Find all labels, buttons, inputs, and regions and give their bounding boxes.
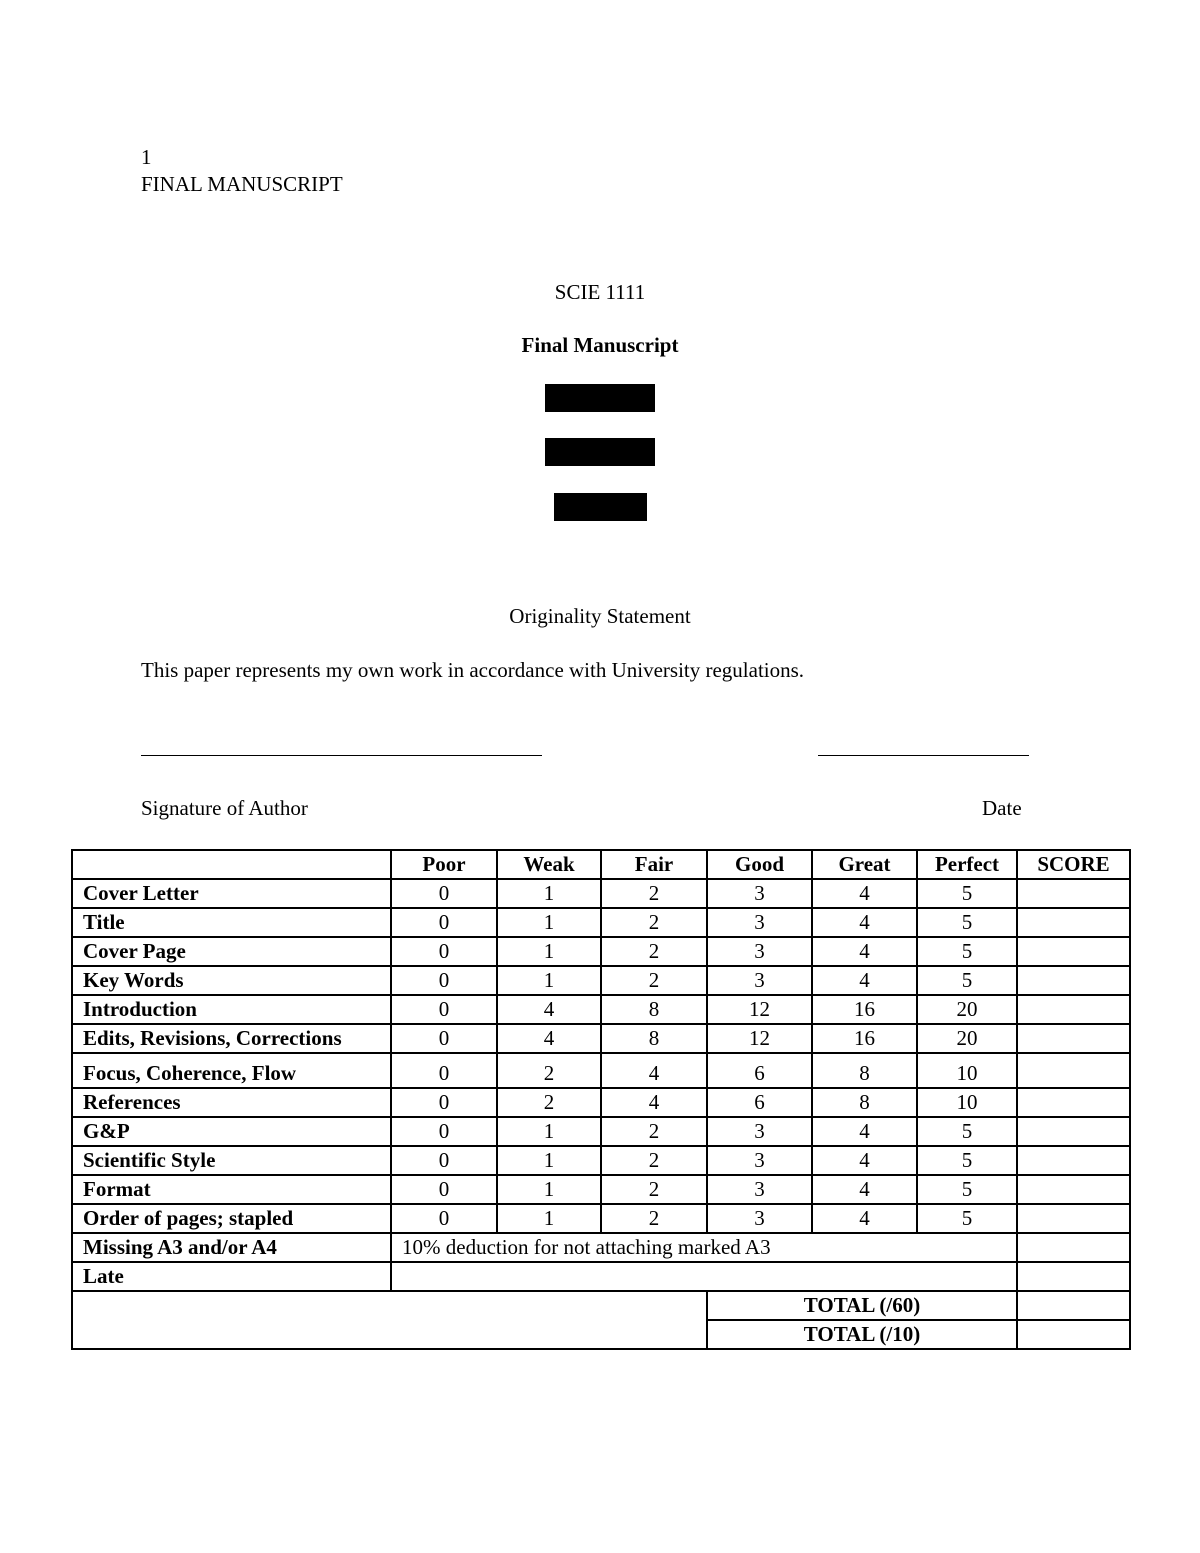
total-60-label: TOTAL (/60) — [707, 1291, 1017, 1320]
total-10-score-cell[interactable] — [1017, 1320, 1130, 1349]
point-value: 3 — [707, 879, 812, 908]
score-cell[interactable] — [1017, 937, 1130, 966]
point-value: 12 — [707, 995, 812, 1024]
criterion-label: Format — [72, 1175, 391, 1204]
point-value: 4 — [497, 1024, 601, 1053]
missing-score-cell[interactable] — [1017, 1233, 1130, 1262]
point-value: 8 — [601, 1024, 707, 1053]
point-value: 0 — [391, 966, 497, 995]
date-label: Date — [982, 796, 1022, 820]
criterion-label: Edits, Revisions, Corrections — [72, 1024, 391, 1053]
point-value: 5 — [917, 1146, 1017, 1175]
rubric-row — [72, 1175, 1130, 1204]
point-value: 12 — [707, 1024, 812, 1053]
point-value: 1 — [497, 966, 601, 995]
total-60-score-cell[interactable] — [1017, 1291, 1130, 1320]
point-value: 2 — [497, 1088, 601, 1117]
point-value: 2 — [601, 1175, 707, 1204]
column-header-fair: Fair — [601, 850, 707, 879]
point-value: 2 — [601, 966, 707, 995]
point-value: 5 — [917, 1175, 1017, 1204]
rubric-row — [72, 966, 1130, 995]
point-value: 0 — [391, 1088, 497, 1117]
criterion-label: G&P — [72, 1117, 391, 1146]
rubric-row — [72, 995, 1130, 1024]
late-label: Late — [72, 1262, 391, 1291]
point-value: 0 — [391, 908, 497, 937]
score-cell[interactable] — [1017, 995, 1130, 1024]
point-value: 10 — [917, 1053, 1017, 1088]
rubric-row — [72, 1204, 1130, 1233]
criterion-label: Cover Page — [72, 937, 391, 966]
criterion-label: Introduction — [72, 995, 391, 1024]
criterion-label: Cover Letter — [72, 879, 391, 908]
originality-statement: This paper represents my own work in accordance with University regulations. — [141, 658, 805, 682]
point-value: 2 — [497, 1053, 601, 1088]
point-value: 4 — [812, 908, 917, 937]
point-value: 3 — [707, 937, 812, 966]
point-value: 4 — [497, 995, 601, 1024]
totals-blank-area — [72, 1291, 707, 1349]
point-value: 2 — [601, 1146, 707, 1175]
rubric-row — [72, 1088, 1130, 1117]
late-score-cell[interactable] — [1017, 1262, 1130, 1291]
criterion-label: Title — [72, 908, 391, 937]
point-value: 3 — [707, 1175, 812, 1204]
date-line — [818, 755, 1029, 756]
point-value: 6 — [707, 1088, 812, 1117]
score-cell[interactable] — [1017, 879, 1130, 908]
rubric-header-blank — [72, 850, 391, 879]
point-value: 4 — [601, 1088, 707, 1117]
point-value: 2 — [601, 1117, 707, 1146]
point-value: 20 — [917, 1024, 1017, 1053]
criterion-label: Focus, Coherence, Flow — [72, 1053, 391, 1088]
score-cell[interactable] — [1017, 966, 1130, 995]
point-value: 0 — [391, 995, 497, 1024]
rubric-row — [72, 937, 1130, 966]
rubric-row — [72, 1117, 1130, 1146]
total-60-row — [72, 1291, 1130, 1320]
column-header-great: Great — [812, 850, 917, 879]
course-code: SCIE 1111 — [554, 280, 646, 304]
point-value: 16 — [812, 995, 917, 1024]
point-value: 5 — [917, 966, 1017, 995]
column-header-poor: Poor — [391, 850, 497, 879]
point-value: 4 — [812, 937, 917, 966]
point-value: 3 — [707, 1117, 812, 1146]
signature-line — [141, 755, 542, 756]
point-value: 4 — [812, 1175, 917, 1204]
score-cell[interactable] — [1017, 1146, 1130, 1175]
point-value: 1 — [497, 1117, 601, 1146]
point-value: 0 — [391, 1117, 497, 1146]
rubric-table — [71, 849, 1131, 1350]
rubric-row — [72, 1024, 1130, 1053]
point-value: 2 — [601, 879, 707, 908]
point-value: 0 — [391, 879, 497, 908]
point-value: 4 — [601, 1053, 707, 1088]
point-value: 2 — [601, 937, 707, 966]
point-value: 5 — [917, 879, 1017, 908]
point-value: 8 — [812, 1053, 917, 1088]
document-title: Final Manuscript — [521, 333, 679, 357]
point-value: 0 — [391, 1024, 497, 1053]
point-value: 8 — [601, 995, 707, 1024]
point-value: 3 — [707, 1204, 812, 1233]
point-value: 5 — [917, 1117, 1017, 1146]
point-value: 4 — [812, 879, 917, 908]
score-cell[interactable] — [1017, 1204, 1130, 1233]
criterion-label: Scientific Style — [72, 1146, 391, 1175]
point-value: 5 — [917, 1204, 1017, 1233]
point-value: 0 — [391, 1175, 497, 1204]
column-header-score: SCORE — [1017, 850, 1130, 879]
point-value: 5 — [917, 937, 1017, 966]
point-value: 4 — [812, 1117, 917, 1146]
criterion-label: References — [72, 1088, 391, 1117]
total-10-label: TOTAL (/10) — [707, 1320, 1017, 1349]
point-value: 1 — [497, 908, 601, 937]
redacted-block — [545, 384, 655, 412]
column-header-good: Good — [707, 850, 812, 879]
score-cell[interactable] — [1017, 1175, 1130, 1204]
point-value: 0 — [391, 937, 497, 966]
point-value: 0 — [391, 1053, 497, 1088]
running-head-title: FINAL MANUSCRIPT — [141, 172, 343, 196]
missing-row — [72, 1233, 1130, 1262]
missing-label: Missing A3 and/or A4 — [72, 1233, 391, 1262]
late-note-cell — [391, 1262, 1017, 1291]
score-cell[interactable] — [1017, 1117, 1130, 1146]
point-value: 2 — [601, 908, 707, 937]
point-value: 10 — [917, 1088, 1017, 1117]
point-value: 4 — [812, 1204, 917, 1233]
point-value: 1 — [497, 1175, 601, 1204]
late-row — [72, 1262, 1130, 1291]
criterion-label: Order of pages; stapled — [72, 1204, 391, 1233]
signature-label: Signature of Author — [141, 796, 308, 820]
rubric-row — [72, 879, 1130, 908]
criterion-label: Key Words — [72, 966, 391, 995]
point-value: 3 — [707, 908, 812, 937]
point-value: 0 — [391, 1204, 497, 1233]
score-cell[interactable] — [1017, 1088, 1130, 1117]
point-value: 16 — [812, 1024, 917, 1053]
score-cell[interactable] — [1017, 1024, 1130, 1053]
point-value: 4 — [812, 966, 917, 995]
column-header-perfect: Perfect — [917, 850, 1017, 879]
point-value: 1 — [497, 879, 601, 908]
point-value: 5 — [917, 908, 1017, 937]
point-value: 20 — [917, 995, 1017, 1024]
rubric-row — [72, 1053, 1130, 1088]
point-value: 3 — [707, 1146, 812, 1175]
point-value: 1 — [497, 937, 601, 966]
point-value: 3 — [707, 966, 812, 995]
redacted-block — [545, 438, 655, 466]
point-value: 6 — [707, 1053, 812, 1088]
point-value: 1 — [497, 1204, 601, 1233]
running-head — [141, 144, 343, 198]
score-cell[interactable] — [1017, 908, 1130, 937]
point-value: 1 — [497, 1146, 601, 1175]
rubric-row — [72, 908, 1130, 937]
point-value: 8 — [812, 1088, 917, 1117]
point-value: 0 — [391, 1146, 497, 1175]
point-value: 4 — [812, 1146, 917, 1175]
missing-note: 10% deduction for not attaching marked A3 — [391, 1233, 1017, 1262]
originality-heading: Originality Statement — [509, 604, 691, 628]
score-cell[interactable] — [1017, 1053, 1130, 1088]
redacted-block — [554, 493, 647, 521]
column-header-weak: Weak — [497, 850, 601, 879]
rubric-header-row — [72, 850, 1130, 879]
point-value: 2 — [601, 1204, 707, 1233]
page-number: 1 — [141, 145, 152, 169]
rubric-row — [72, 1146, 1130, 1175]
